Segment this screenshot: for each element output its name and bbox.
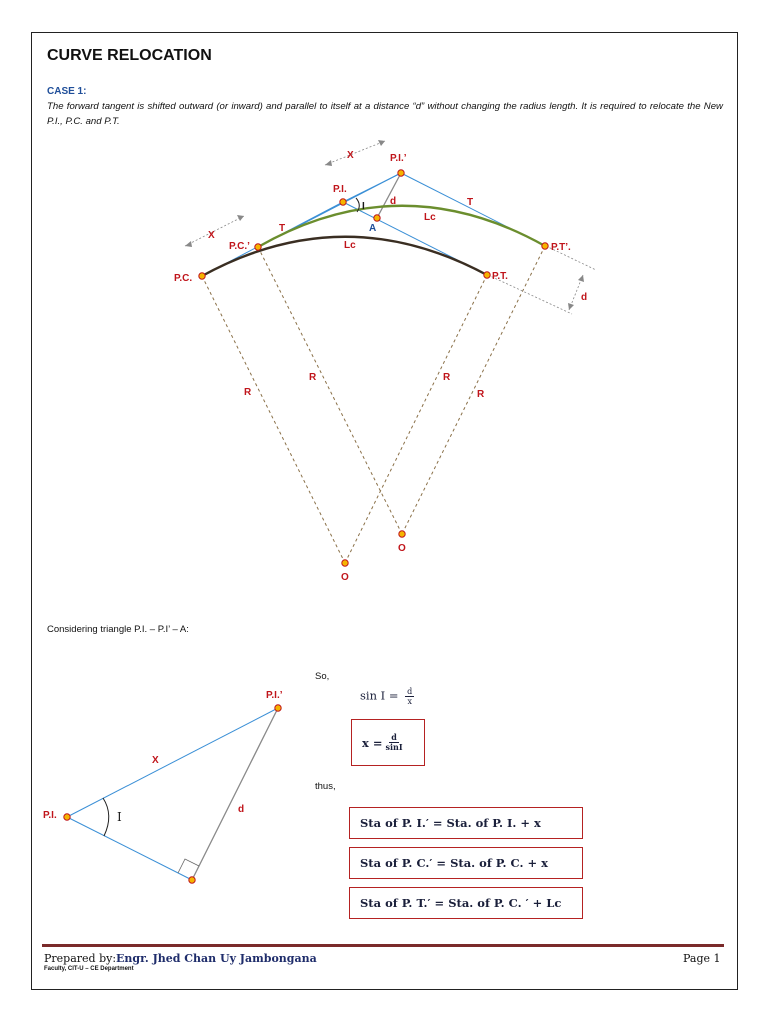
label-pi-new: P.I.’ <box>390 153 407 164</box>
label-r-1: R <box>244 387 252 398</box>
label-pc-new: P.C.’ <box>229 241 250 252</box>
triangle-label-pi: P.I. <box>43 810 57 821</box>
pt-new-point <box>542 243 548 249</box>
page-title: CURVE RELOCATION <box>47 47 212 64</box>
pt-point <box>484 272 490 278</box>
label-lc-relocated: Lc <box>424 212 436 223</box>
page-number: Page 1 <box>683 952 721 965</box>
pc-new-point <box>255 244 261 250</box>
triangle-sides <box>67 708 278 880</box>
label-pi: P.I. <box>333 184 347 195</box>
case-description: The forward tangent is shifted outward (or inward) and parallel to itself at a distance “d” without changing the radius length. It is required to relocate the New P.I., P.C. and P.T. <box>47 101 723 127</box>
pi-point <box>340 199 346 205</box>
label-o-1: O <box>341 572 349 583</box>
triangle-label-x: X <box>152 755 159 766</box>
label-pt: P.T. <box>492 271 508 282</box>
sta-pi-formula-box: Sta of P. I.′ = Sta. of P. I. + x <box>349 807 583 839</box>
sta-pt-formula-box: Sta of P. T.′ = Sta. of P. C. ′ + Lc <box>349 887 583 919</box>
sta-pc-formula-box: Sta of P. C.′ = Sta. of P. C. + x <box>349 847 583 879</box>
label-x-left: X <box>208 230 215 241</box>
a-point <box>374 215 380 221</box>
label-d-small: d <box>390 196 397 207</box>
prepared-by-label: Prepared by: <box>44 952 117 965</box>
case-label: CASE 1: <box>47 86 87 97</box>
label-o-2: O <box>398 543 406 554</box>
footer-prepared-by <box>44 952 317 965</box>
pi-new-point <box>398 170 404 176</box>
radius-lines <box>202 246 545 563</box>
triangle-angle-arc <box>103 798 109 836</box>
sin-lhs: sin I = <box>360 688 399 703</box>
footer-rule <box>42 944 724 947</box>
x-lhs: x = <box>362 735 383 750</box>
x-formula-box <box>351 719 425 766</box>
label-lc-original: Lc <box>344 240 356 251</box>
triangle-label-pi-new: P.I.’ <box>266 690 283 701</box>
label-pt-new: P.T’. <box>551 242 571 253</box>
label-t-right: T <box>467 197 474 208</box>
dimension-arrowheads <box>185 140 584 310</box>
label-t-left: T <box>279 223 286 234</box>
triangle-side-d <box>192 708 278 880</box>
label-r-3: R <box>443 372 451 383</box>
label-x-top: X <box>347 150 354 161</box>
label-pc: P.C. <box>174 273 193 284</box>
center-o-2 <box>399 531 405 537</box>
footer-affiliation: Faculty, CIT-U – CE Department <box>44 966 134 972</box>
triangle-label-angle-i: I <box>117 810 122 824</box>
considering-text: Considering triangle P.I. – P.I’ – A: <box>47 624 189 635</box>
so-label: So, <box>315 671 330 682</box>
triangle-points <box>64 705 281 883</box>
sin-fraction: $\frac{d}{x}$ <box>407 687 413 706</box>
pc-point <box>199 273 205 279</box>
triangle-label-d: d <box>238 804 245 815</box>
sin-formula <box>360 687 414 706</box>
label-r-4: R <box>477 389 485 400</box>
x-fraction: $\frac{d}{\sin I}$ <box>385 732 403 752</box>
label-angle-i: I <box>362 201 365 212</box>
dimension-lines <box>185 141 596 314</box>
label-d-offset: d <box>581 292 588 303</box>
thus-label: thus, <box>315 781 336 792</box>
label-r-2: R <box>309 372 317 383</box>
label-a: A <box>369 223 377 234</box>
author-name: Engr. Jhed Chan Uy Jambongana <box>116 952 317 965</box>
center-o-1 <box>342 560 348 566</box>
